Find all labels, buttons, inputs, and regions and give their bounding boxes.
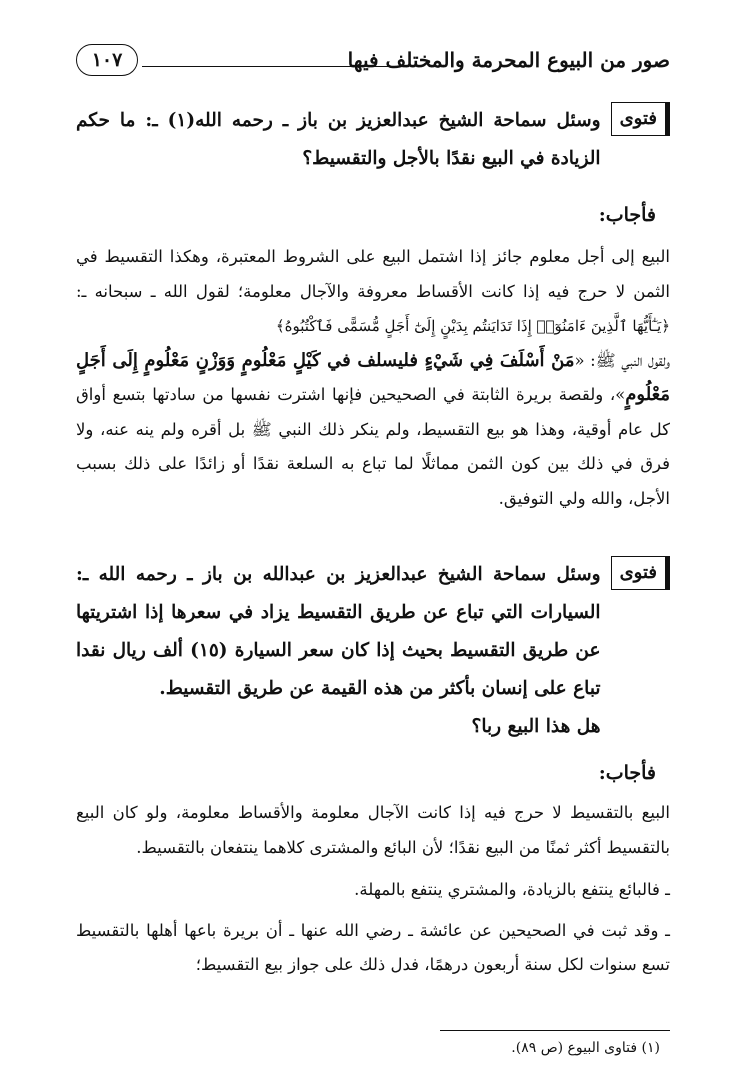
question-end: هل هذا البيع ربا؟ bbox=[471, 716, 601, 737]
footnote: (١) فتاوى البيوع (ص ٨٩). bbox=[511, 1040, 660, 1056]
header-rule bbox=[142, 66, 404, 67]
question-text: وسئل سماحة الشيخ عبدالعزيز بن عبدالله بن باز ـ رحمه الله ـ: السيارات التي تباع عن طريق التقسيط يزاد في سعرها إذا اشتريتها عن طريق التقسيط بحيث إذا كان سعر السيارة (١٥) ألف ريال نقدا تباع على إنسان بأكثر من هذه القيمة عن طريق التقسيط. bbox=[76, 564, 601, 699]
fatwa-1-question bbox=[76, 102, 670, 178]
fatwa-1-answer bbox=[76, 240, 670, 516]
answer-paragraph bbox=[76, 344, 670, 517]
running-header bbox=[76, 42, 670, 82]
answer-label: فأجاب: bbox=[598, 762, 656, 784]
hadith-text: مَنْ أَسْلَفَ فِي شَيْءٍ فليسلف في كَيْلٍ مَعْلُومٍ وَوَزْنٍ مَعْلُومٍ إِلَى أَجَلٍ مَعْلُومٍ bbox=[76, 349, 670, 405]
page-number: ١٠٧ bbox=[76, 44, 138, 76]
quran-verse: ﴿يَـٰٓأَيُّهَا ٱلَّذِينَ ءَامَنُوٓا۟ إِذَا تَدَايَنتُم بِدَيْنٍ إِلَىٰٓ أَجَلٍ مُّسَمًّى فَٱكْتُبُوهُ﴾ bbox=[275, 317, 670, 335]
hadith-intro: ولقول النبي ﷺ: « bbox=[574, 350, 670, 370]
fatwa-2-answer bbox=[76, 796, 670, 983]
fatwa-tag: فتوى bbox=[611, 102, 670, 136]
footnote-rule bbox=[440, 1030, 670, 1031]
answer-label: فأجاب: bbox=[598, 204, 656, 226]
answer-paragraph: ـ وقد ثبت في الصحيحين عن عائشة ـ رضي الله عنها ـ أن بريرة باعها أهلها بالتقسيط تسع سنوات لكل سنة أربعون درهمًا، فدل ذلك على جواز بيع التقسيط؛ bbox=[76, 920, 670, 974]
question-text: وسئل سماحة الشيخ عبدالعزيز بن باز ـ رحمه الله(١) ـ: ما حكم الزيادة في البيع نقدًا بالأجل والتقسيط؟ bbox=[76, 110, 601, 169]
fatwa-tag: فتوى bbox=[611, 556, 670, 590]
running-title: صور من البيوع المحرمة والمختلف فيها bbox=[347, 48, 670, 72]
answer-paragraph bbox=[76, 240, 670, 344]
answer-text: »، ولقصة بريرة الثابتة في الصحيحين فإنها اشترت نفسها من سادتها بتسع أواق كل عام أوقية، وهذا هو بيع التقسيط، ولم ينكر ذلك النبي ﷺ بل أقره ولم ينه عنه، ولا فرق في ذلك بين كون الثمن مماثلًا لما تباع به السلعة نقدًا أو زائدًا على ذلك بسبب الأجل، والله ولي التوفيق. bbox=[76, 385, 670, 508]
fatwa-2-question bbox=[76, 556, 670, 746]
answer-text: البيع إلى أجل معلوم جائز إذا اشتمل البيع على الشروط المعتبرة، وهكذا التقسيط في الثمن لا حرج فيه إذا كانت الأقساط معروفة والآجال معلومة؛ لقول الله ـ سبحانه ـ: bbox=[76, 247, 670, 301]
answer-paragraph: البيع بالتقسيط لا حرج فيه إذا كانت الآجال معلومة والأقساط معلومة، ولو كان البيع بالتقسيط أكثر ثمنًا من البيع نقدًا؛ لأن البائع والمشترى كلاهما ينتفعان بالتقسيط. bbox=[76, 803, 670, 857]
answer-paragraph: ـ فالبائع ينتفع بالزيادة، والمشتري ينتفع بالمهلة. bbox=[354, 880, 670, 899]
